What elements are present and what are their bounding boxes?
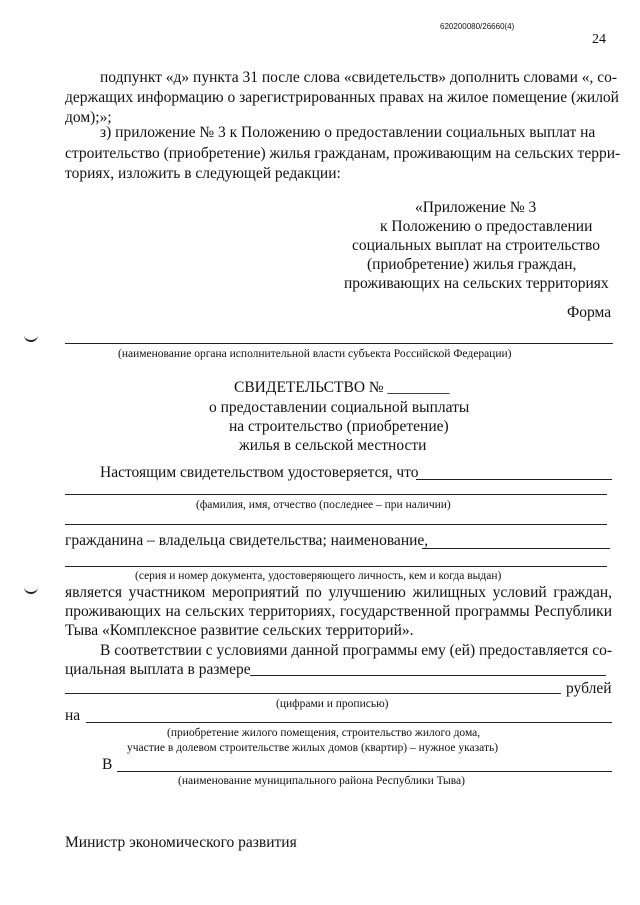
- id-document-field-line[interactable]: [65, 566, 607, 567]
- certificate-subtitle-line-2: на строительство (приобретение): [229, 418, 449, 435]
- annex-line-5: проживающих на сельских территориях: [344, 275, 609, 292]
- owner-field-line[interactable]: [422, 548, 610, 549]
- owner-text: гражданина – владельца свидетельства; наименование,: [65, 532, 429, 549]
- annex-line-3: социальных выплат на строительство: [352, 237, 601, 254]
- fio-field-line[interactable]: [65, 494, 607, 495]
- certificate-subtitle-line-1: о предоставлении социальной выплаты: [209, 399, 470, 416]
- district-label: В: [102, 756, 113, 773]
- paragraph-1-line-1: подпункт «д» пункта 31 после слова «свидетельств» дополнить словами «, со-: [100, 69, 618, 86]
- annex-line-1: «Приложение № 3: [415, 199, 537, 216]
- paragraph-1-line-2: держащих информацию о зарегистрированных правах на жилое помещение (жилой: [65, 89, 619, 106]
- purpose-field-line[interactable]: [86, 722, 612, 723]
- paragraph-2-line-1: з) приложение № 3 к Положению о предоставлении социальных выплат на: [100, 124, 596, 141]
- accordance-line-1: В соответствии с условиями данной программы ему (ей) предоставляется со-: [100, 642, 612, 659]
- certificate-title: СВИДЕТЕЛЬСТВО № ________: [234, 379, 450, 396]
- amount-field-line[interactable]: [250, 675, 606, 676]
- fio-caption: (фамилия, имя, отчество (последнее – при наличии): [196, 499, 451, 511]
- authority-caption: (наименование органа исполнительной власти субъекта Российской Федерации): [118, 348, 512, 360]
- id-caption: (серия и номер документа, удостоверяющего личность, кем и когда выдан): [135, 570, 502, 582]
- participant-line-1: является участником мероприятий по улучшению жилищных условий граждан,: [65, 584, 612, 601]
- amount-words-field-line[interactable]: [65, 693, 561, 694]
- document-code: 620200080/26660(4): [440, 22, 515, 31]
- participant-line-3: Тыва «Комплексное развитие сельских территорий».: [65, 622, 414, 639]
- page-number: 24: [592, 32, 606, 47]
- accordance-line-2: циальная выплата в размере: [65, 661, 251, 678]
- minister-title: Министр экономического развития: [65, 834, 297, 851]
- annex-line-2: к Положению о предоставлении: [380, 218, 593, 235]
- form-label: Форма: [567, 304, 612, 321]
- purpose-label: на: [65, 707, 81, 724]
- paragraph-2-line-2: строительство (приобретение) жилья гражданам, проживающим на сельских терри-: [65, 145, 621, 162]
- certificate-subtitle-line-3: жилья в сельской местности: [239, 437, 427, 454]
- paragraph-2-line-3: ториях, изложить в следующей редакции:: [65, 165, 341, 182]
- certify-text: Настоящим свидетельством удостоверяется, что: [100, 464, 419, 481]
- annex-line-4: (приобретение) жилья граждан,: [367, 256, 577, 273]
- paragraph-1-line-3: дом);»;: [65, 109, 112, 126]
- extra-field-line[interactable]: [65, 524, 607, 525]
- authority-field-line[interactable]: [65, 343, 613, 344]
- district-caption: (наименование муниципального района Республики Тыва): [178, 775, 465, 787]
- district-field-line[interactable]: [117, 771, 612, 772]
- purpose-caption-line-1: (приобретение жилого помещения, строительство жилого дома,: [167, 727, 481, 739]
- participant-line-2: проживающих на сельских территориях, государственной программы Республики: [65, 603, 612, 620]
- rubles-label: рублей: [566, 680, 612, 697]
- margin-mark: [24, 584, 38, 594]
- purpose-caption-line-2: участие в долевом строительстве жилых домов (квартир) – нужное указать): [127, 742, 499, 754]
- amount-caption: (цифрами и прописью): [276, 698, 389, 710]
- recipient-name-field-line[interactable]: [416, 479, 612, 480]
- margin-mark: [24, 332, 38, 342]
